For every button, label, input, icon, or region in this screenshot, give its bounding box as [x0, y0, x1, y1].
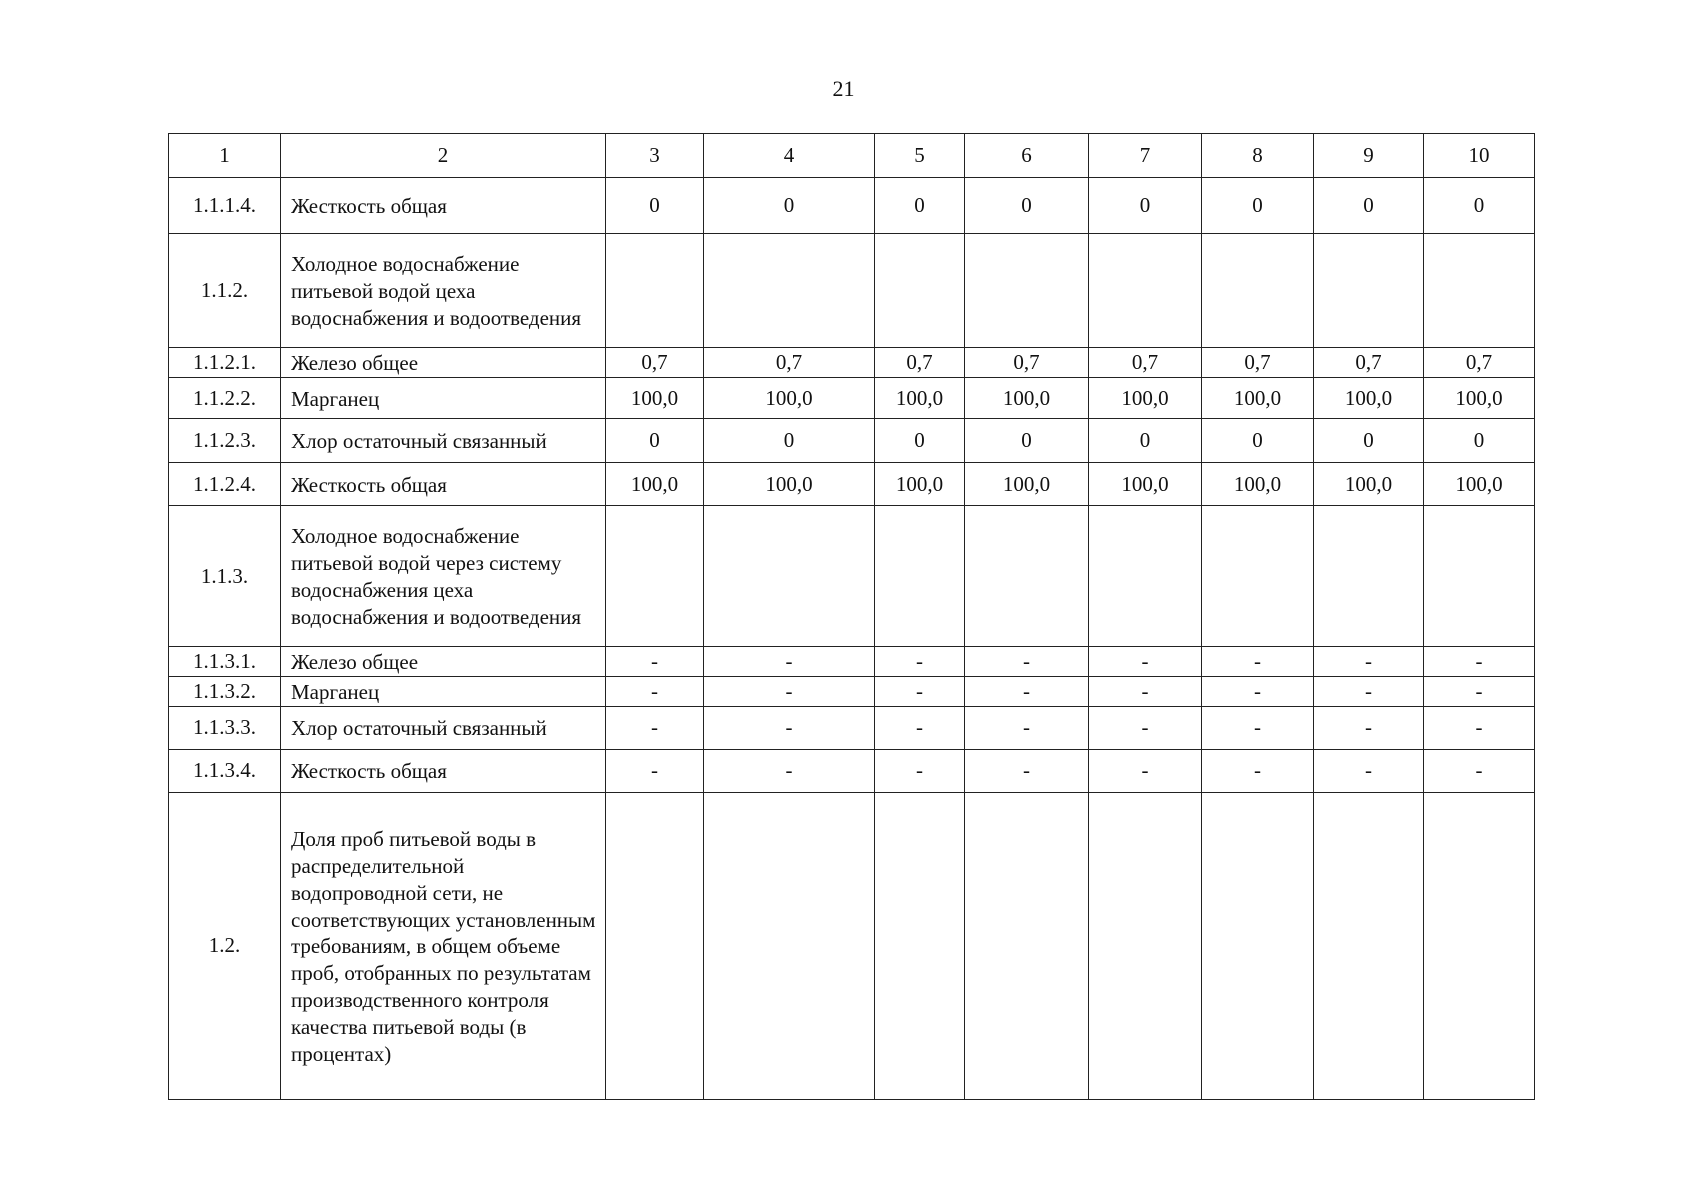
row-name: Холодное водоснабжение питьевой водой цеха водоснабжения и водоотведения — [281, 234, 606, 348]
value-cell: 0,7 — [1424, 348, 1535, 378]
value-cell: - — [1089, 647, 1202, 677]
value-cell: - — [1202, 647, 1314, 677]
value-cell — [965, 792, 1089, 1099]
header-cell: 8 — [1202, 134, 1314, 178]
value-cell — [704, 792, 875, 1099]
value-cell: 0 — [1089, 419, 1202, 463]
value-cell: 100,0 — [875, 378, 965, 419]
value-cell: 100,0 — [965, 463, 1089, 506]
header-cell: 6 — [965, 134, 1089, 178]
row-name: Железо общее — [281, 647, 606, 677]
value-cell — [1314, 792, 1424, 1099]
value-cell — [606, 234, 704, 348]
value-cell: 0 — [965, 419, 1089, 463]
value-cell: 0,7 — [704, 348, 875, 378]
value-cell: - — [1314, 706, 1424, 749]
value-cell: 100,0 — [875, 463, 965, 506]
value-cell: 0,7 — [875, 348, 965, 378]
value-cell: - — [606, 677, 704, 707]
value-cell: - — [965, 677, 1089, 707]
value-cell: - — [875, 749, 965, 792]
value-cell: - — [704, 647, 875, 677]
table-row — [169, 348, 1535, 378]
header-cell: 2 — [281, 134, 606, 178]
value-cell — [1424, 506, 1535, 647]
value-cell: 0 — [965, 178, 1089, 234]
value-cell: - — [1089, 706, 1202, 749]
table-row — [169, 706, 1535, 749]
header-cell: 9 — [1314, 134, 1424, 178]
row-code: 1.1.2.3. — [169, 419, 281, 463]
value-cell: - — [875, 647, 965, 677]
row-code: 1.1.2.4. — [169, 463, 281, 506]
value-cell: 0,7 — [606, 348, 704, 378]
value-cell: - — [704, 677, 875, 707]
value-cell: - — [1314, 749, 1424, 792]
table-row — [169, 506, 1535, 647]
value-cell: - — [875, 706, 965, 749]
value-cell: - — [1202, 706, 1314, 749]
value-cell — [1202, 234, 1314, 348]
value-cell: 0,7 — [965, 348, 1089, 378]
table-row — [169, 677, 1535, 707]
table-row — [169, 234, 1535, 348]
table-row — [169, 647, 1535, 677]
row-code: 1.1.2.2. — [169, 378, 281, 419]
value-cell: 0 — [1314, 419, 1424, 463]
row-code: 1.1.3.4. — [169, 749, 281, 792]
value-cell: - — [965, 749, 1089, 792]
value-cell: 100,0 — [704, 378, 875, 419]
value-cell: - — [1424, 647, 1535, 677]
value-cell: 0 — [1424, 178, 1535, 234]
table-row — [169, 749, 1535, 792]
value-cell: 0,7 — [1314, 348, 1424, 378]
value-cell: - — [1314, 647, 1424, 677]
data-table — [168, 133, 1535, 1100]
header-cell: 4 — [704, 134, 875, 178]
header-cell: 1 — [169, 134, 281, 178]
table-row — [169, 792, 1535, 1099]
value-cell: 100,0 — [1089, 463, 1202, 506]
value-cell: 0 — [606, 419, 704, 463]
value-cell: 100,0 — [606, 378, 704, 419]
row-code: 1.1.3.3. — [169, 706, 281, 749]
value-cell: - — [606, 647, 704, 677]
value-cell: 100,0 — [1202, 378, 1314, 419]
value-cell: 100,0 — [1424, 378, 1535, 419]
value-cell: 0 — [1202, 178, 1314, 234]
row-code: 1.1.1.4. — [169, 178, 281, 234]
header-cell: 3 — [606, 134, 704, 178]
row-name: Жесткость общая — [281, 178, 606, 234]
value-cell: 0 — [1424, 419, 1535, 463]
value-cell: - — [965, 647, 1089, 677]
row-code: 1.1.2.1. — [169, 348, 281, 378]
header-cell: 10 — [1424, 134, 1535, 178]
row-name: Жесткость общая — [281, 749, 606, 792]
header-cell: 7 — [1089, 134, 1202, 178]
value-cell — [1089, 792, 1202, 1099]
value-cell — [704, 234, 875, 348]
value-cell — [1089, 234, 1202, 348]
value-cell: 100,0 — [606, 463, 704, 506]
row-name: Марганец — [281, 677, 606, 707]
value-cell: 0 — [875, 419, 965, 463]
value-cell: 0 — [704, 178, 875, 234]
value-cell — [875, 234, 965, 348]
value-cell: - — [606, 706, 704, 749]
value-cell: 0 — [875, 178, 965, 234]
value-cell: - — [1202, 677, 1314, 707]
header-cell: 5 — [875, 134, 965, 178]
value-cell — [1202, 792, 1314, 1099]
value-cell: 100,0 — [1202, 463, 1314, 506]
value-cell: - — [1089, 677, 1202, 707]
value-cell: 0 — [704, 419, 875, 463]
value-cell: - — [606, 749, 704, 792]
value-cell: 0 — [1089, 178, 1202, 234]
value-cell: 100,0 — [1314, 378, 1424, 419]
value-cell — [1424, 234, 1535, 348]
value-cell — [965, 234, 1089, 348]
table-header-row — [169, 134, 1535, 178]
value-cell: - — [1424, 706, 1535, 749]
value-cell: 0 — [1202, 419, 1314, 463]
value-cell: 0 — [1314, 178, 1424, 234]
value-cell — [1202, 506, 1314, 647]
page-number: 21 — [832, 76, 855, 101]
row-name: Железо общее — [281, 348, 606, 378]
value-cell — [1089, 506, 1202, 647]
value-cell: 100,0 — [1424, 463, 1535, 506]
row-name: Холодное водоснабжение питьевой водой через систему водоснабжения цеха водоснабжения и водоотведения — [281, 506, 606, 647]
row-name: Хлор остаточный связанный — [281, 419, 606, 463]
value-cell: - — [1089, 749, 1202, 792]
value-cell: - — [704, 706, 875, 749]
value-cell — [606, 792, 704, 1099]
value-cell — [704, 506, 875, 647]
value-cell: 100,0 — [965, 378, 1089, 419]
table-row — [169, 178, 1535, 234]
value-cell: - — [1202, 749, 1314, 792]
row-name: Доля проб питьевой воды в распределительной водопроводной сети, не соответствующих установленным требованиям, в общем объеме проб, отобранных по результатам производственного контроля качества питьевой воды (в процентах) — [281, 792, 606, 1099]
value-cell — [965, 506, 1089, 647]
value-cell — [875, 792, 965, 1099]
row-name: Хлор остаточный связанный — [281, 706, 606, 749]
value-cell: 100,0 — [1314, 463, 1424, 506]
value-cell: - — [704, 749, 875, 792]
table-row — [169, 419, 1535, 463]
row-code: 1.1.3.1. — [169, 647, 281, 677]
value-cell: 0,7 — [1202, 348, 1314, 378]
row-code: 1.1.3. — [169, 506, 281, 647]
value-cell — [1314, 234, 1424, 348]
value-cell — [606, 506, 704, 647]
row-code: 1.1.2. — [169, 234, 281, 348]
value-cell — [875, 506, 965, 647]
table-row — [169, 378, 1535, 419]
value-cell: 100,0 — [1089, 378, 1202, 419]
value-cell: 100,0 — [704, 463, 875, 506]
row-name: Марганец — [281, 378, 606, 419]
value-cell: 0 — [606, 178, 704, 234]
value-cell: - — [875, 677, 965, 707]
row-name: Жесткость общая — [281, 463, 606, 506]
value-cell: - — [1424, 677, 1535, 707]
value-cell — [1314, 506, 1424, 647]
value-cell: 0,7 — [1089, 348, 1202, 378]
value-cell — [1424, 792, 1535, 1099]
value-cell: - — [1314, 677, 1424, 707]
row-code: 1.2. — [169, 792, 281, 1099]
table-row — [169, 463, 1535, 506]
value-cell: - — [1424, 749, 1535, 792]
value-cell: - — [965, 706, 1089, 749]
row-code: 1.1.3.2. — [169, 677, 281, 707]
